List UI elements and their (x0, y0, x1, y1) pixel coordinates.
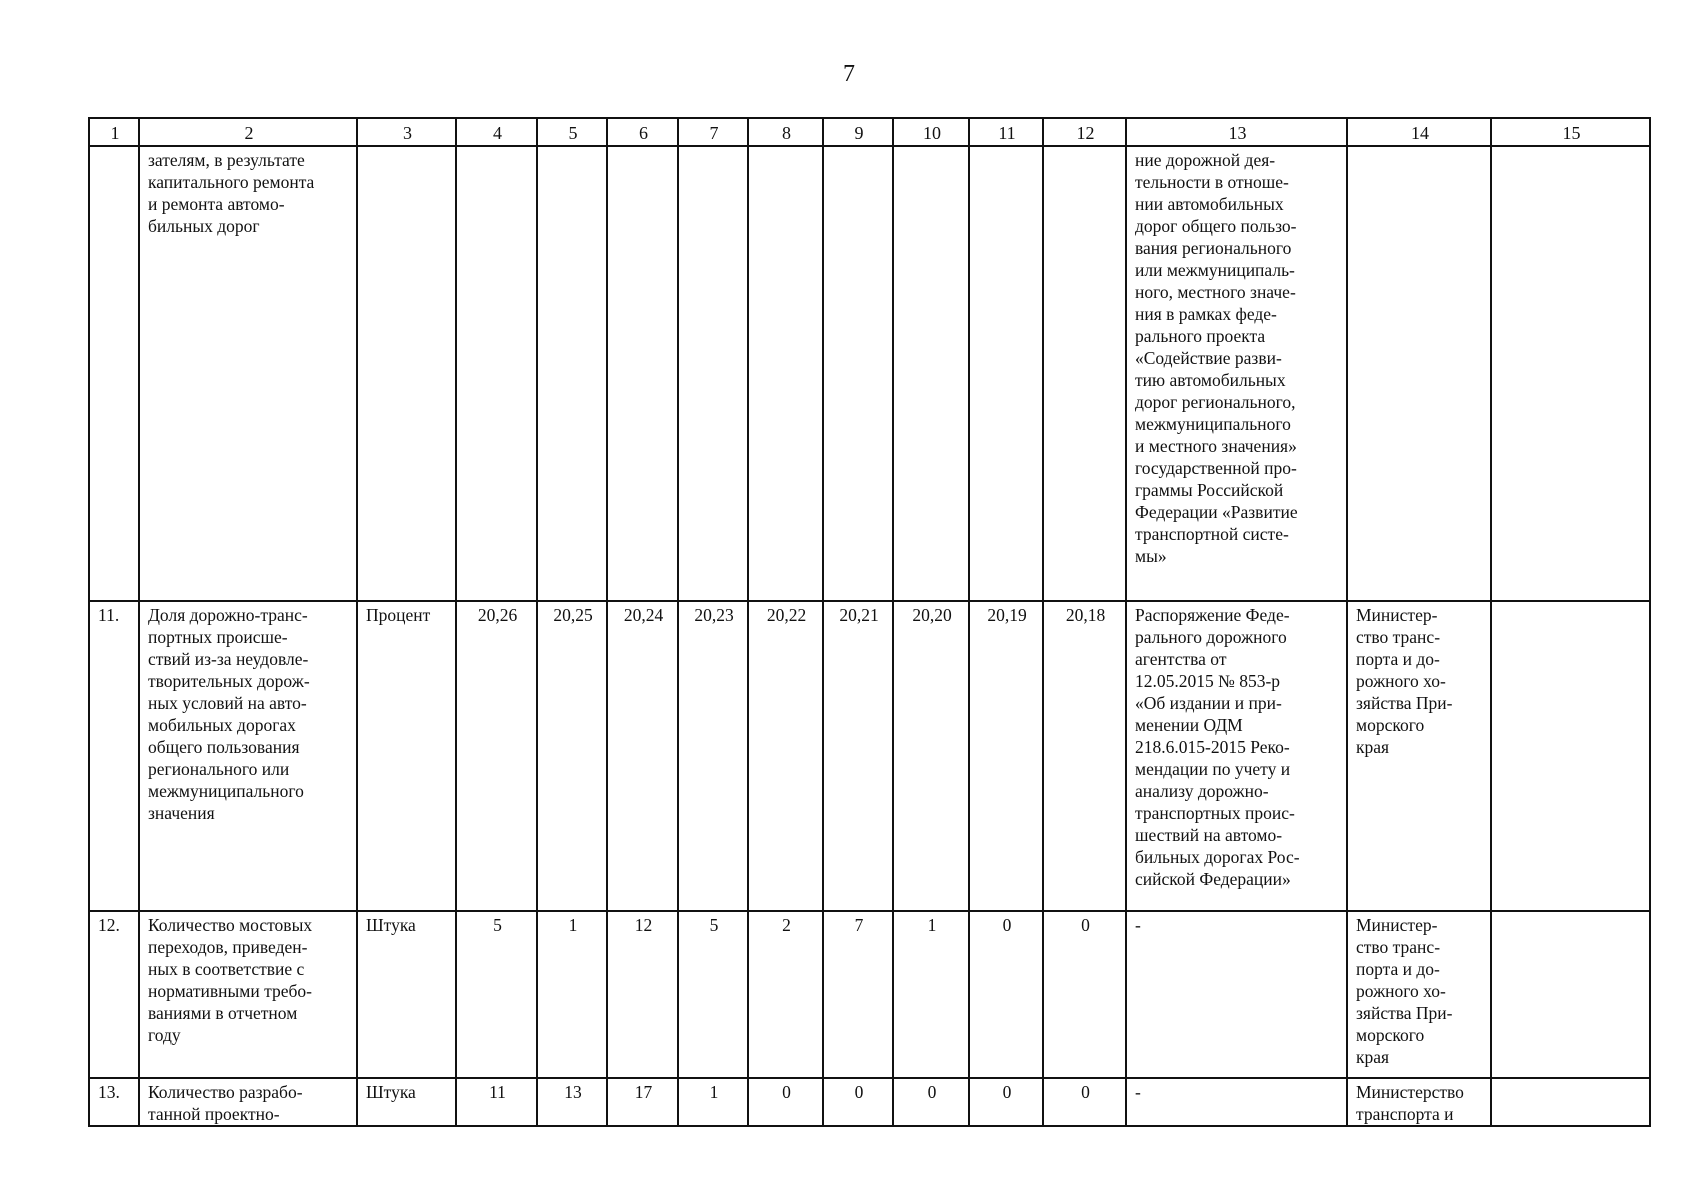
basis-document: Распоряжение Феде- рального дорожного агентства от 12.05.2015 № 853-р «Об издании и при- менении ОДМ 218.6.015-2015 Реко- мендации по учету и анализу дорожно- транспортных проис- шествий на автомо- бильных дорогах Рос- сийской Федерации» (1126, 601, 1347, 911)
responsible-body: Министер- ство транс- порта и до- рожного хо- зяйства При- морского края (1347, 601, 1491, 911)
value-col-12: 0 (1043, 911, 1126, 1078)
indicator-name: зателям, в результате капитального ремонта и ремонта автомо- бильных дорог (139, 146, 357, 601)
row-index (89, 146, 139, 601)
column-number-5: 5 (537, 118, 607, 146)
value-col-5: 1 (537, 911, 607, 1078)
value-col-9: 0 (823, 1078, 893, 1126)
value-col-12: 20,18 (1043, 601, 1126, 911)
responsible-body: Министер- ство транс- порта и до- рожного хо- зяйства При- морского края (1347, 911, 1491, 1078)
column-number-13: 13 (1126, 118, 1347, 146)
value-col-6: 17 (607, 1078, 678, 1126)
table-row (89, 601, 1650, 911)
value-col-10: 20,20 (893, 601, 969, 911)
basis-document: - (1126, 1078, 1347, 1126)
column-number-2: 2 (139, 118, 357, 146)
row-index: 13. (89, 1078, 139, 1126)
value-col-4: 5 (456, 911, 537, 1078)
value-col-12: 0 (1043, 1078, 1126, 1126)
value-col-6: 20,24 (607, 601, 678, 911)
table-row (89, 146, 1650, 601)
value-col-7: 20,23 (678, 601, 748, 911)
responsible-body: Министерство транспорта и (1347, 1078, 1491, 1126)
value-col-11: 0 (969, 1078, 1043, 1126)
value-col-4 (456, 146, 537, 601)
row-index: 11. (89, 601, 139, 911)
value-col-8: 0 (748, 1078, 823, 1126)
indicators-table (88, 117, 1651, 1127)
indicator-name: Количество разрабо- танной проектно- (139, 1078, 357, 1126)
extra-column (1491, 911, 1650, 1078)
value-col-4: 20,26 (456, 601, 537, 911)
column-number-7: 7 (678, 118, 748, 146)
extra-column (1491, 146, 1650, 601)
value-col-12 (1043, 146, 1126, 601)
responsible-body (1347, 146, 1491, 601)
value-col-11: 20,19 (969, 601, 1043, 911)
column-number-14: 14 (1347, 118, 1491, 146)
value-col-5: 20,25 (537, 601, 607, 911)
column-number-4: 4 (456, 118, 537, 146)
value-col-11: 0 (969, 911, 1043, 1078)
value-col-9 (823, 146, 893, 601)
column-number-6: 6 (607, 118, 678, 146)
value-col-5 (537, 146, 607, 601)
value-col-11 (969, 146, 1043, 601)
value-col-8: 20,22 (748, 601, 823, 911)
unit: Штука (357, 911, 456, 1078)
column-number-11: 11 (969, 118, 1043, 146)
value-col-7: 1 (678, 1078, 748, 1126)
extra-column (1491, 1078, 1650, 1126)
row-index: 12. (89, 911, 139, 1078)
column-number-12: 12 (1043, 118, 1126, 146)
basis-document: - (1126, 911, 1347, 1078)
indicator-name: Доля дорожно-транс- портных происше- ствий из-за неудовле- творительных дорож- ных условий на авто- мобильных дорогах общего пользования регионального или межмуниципального значения (139, 601, 357, 911)
value-col-9: 20,21 (823, 601, 893, 911)
unit: Процент (357, 601, 456, 911)
value-col-9: 7 (823, 911, 893, 1078)
column-number-8: 8 (748, 118, 823, 146)
basis-document: ние дорожной дея- тельности в отноше- нии автомобильных дорог общего пользо- вания регионального или межмуниципаль- ного, местного значе- ния в рамках феде- рального проекта «Содействие разви- тию автомобильных дорог регионального, межмуниципального и местного значения» государственной про- граммы Российской Федерации «Развитие транспортной систе- мы» (1126, 146, 1347, 601)
column-number-row (89, 118, 1650, 146)
column-number-15: 15 (1491, 118, 1650, 146)
value-col-4: 11 (456, 1078, 537, 1126)
value-col-8 (748, 146, 823, 601)
value-col-10 (893, 146, 969, 601)
value-col-7: 5 (678, 911, 748, 1078)
table-row (89, 1078, 1650, 1126)
value-col-8: 2 (748, 911, 823, 1078)
value-col-6: 12 (607, 911, 678, 1078)
unit: Штука (357, 1078, 456, 1126)
value-col-5: 13 (537, 1078, 607, 1126)
column-number-10: 10 (893, 118, 969, 146)
indicator-name: Количество мостовых переходов, приведен- ных в соответствие с нормативными требо- ваниями в отчетном году (139, 911, 357, 1078)
extra-column (1491, 601, 1650, 911)
value-col-10: 0 (893, 1078, 969, 1126)
value-col-10: 1 (893, 911, 969, 1078)
page-number: 7 (843, 61, 855, 87)
column-number-1: 1 (89, 118, 139, 146)
unit (357, 146, 456, 601)
column-number-3: 3 (357, 118, 456, 146)
column-number-9: 9 (823, 118, 893, 146)
table-row (89, 911, 1650, 1078)
value-col-6 (607, 146, 678, 601)
value-col-7 (678, 146, 748, 601)
